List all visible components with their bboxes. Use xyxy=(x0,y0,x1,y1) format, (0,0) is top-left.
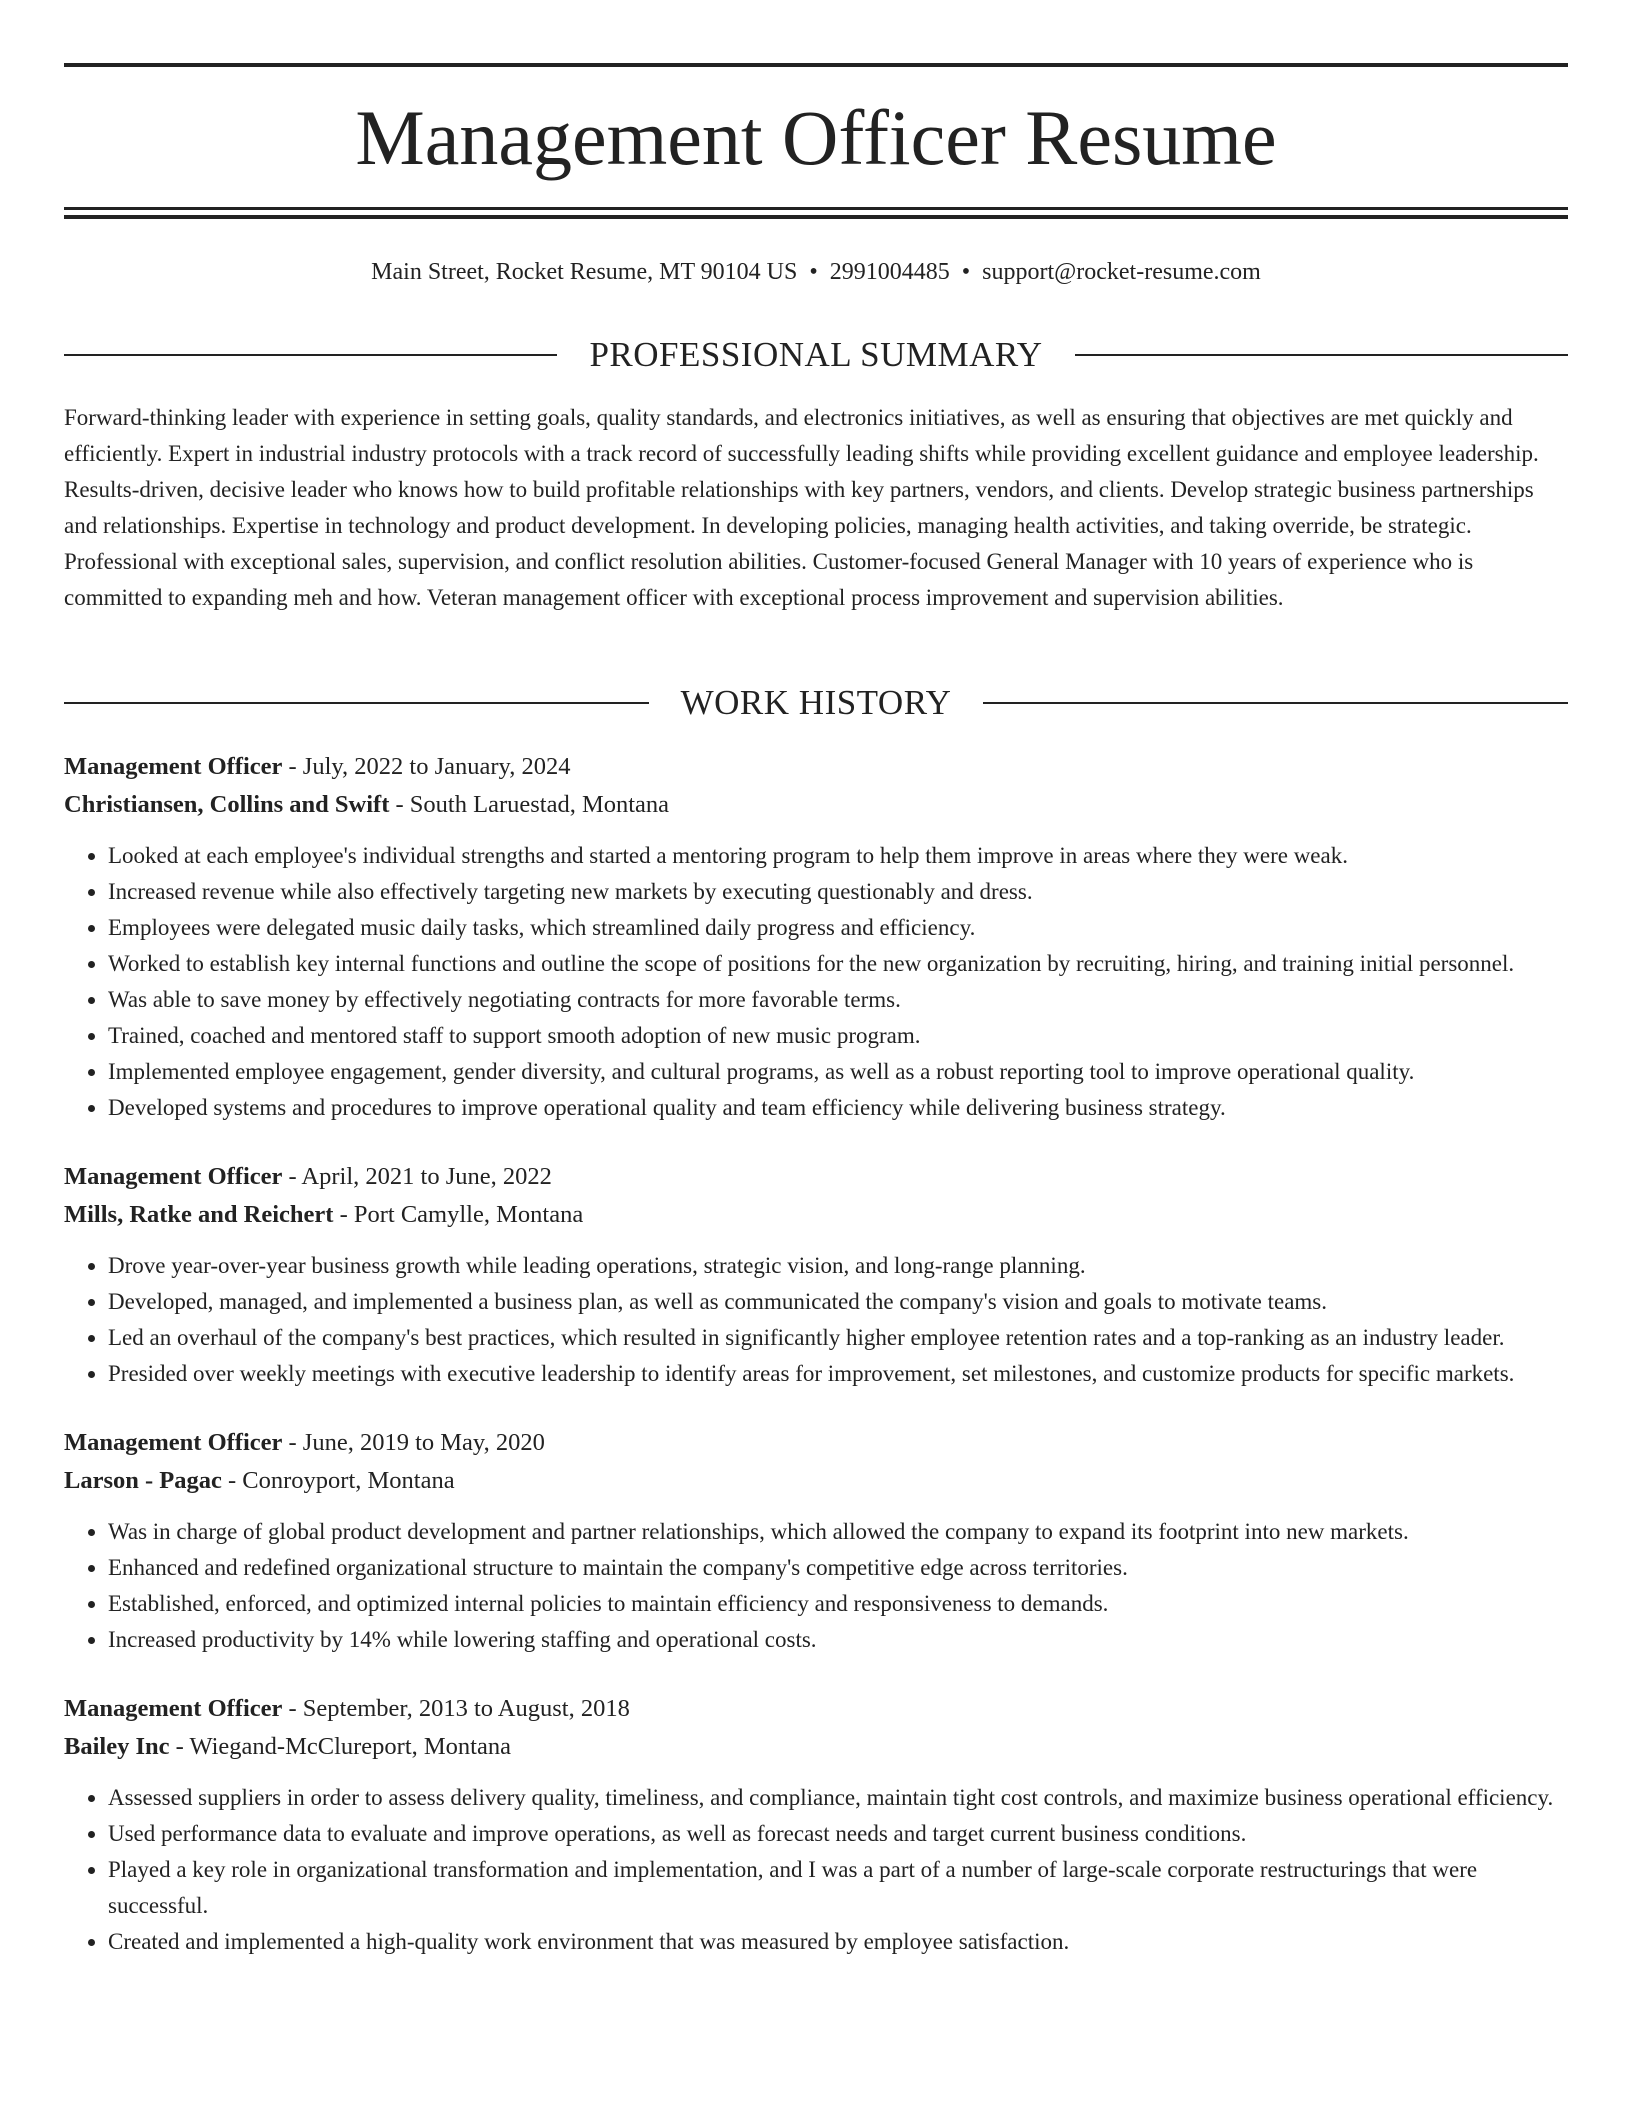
work-section-header xyxy=(64,681,1568,725)
job-bullets xyxy=(64,838,1568,1126)
job-bullet: • Worked to establish key internal functions and outline the scope of positions for the new organization by recruiting, hiring, and training initial personnel. xyxy=(108,946,1568,982)
section-rule-left xyxy=(64,354,557,356)
contact-email: support@rocket-resume.com xyxy=(982,259,1261,285)
job-bullet: • Enhanced and redefined organizational structure to maintain the company's competitive edge across territories. xyxy=(108,1550,1568,1586)
job-bullet: • Trained, coached and mentored staff to support smooth adoption of new music program. xyxy=(108,1018,1568,1054)
job-company: Mills, Ratke and Reichert xyxy=(64,1201,334,1228)
summary-heading: PROFESSIONAL SUMMARY xyxy=(589,335,1043,374)
job-company-line xyxy=(64,1462,1568,1500)
job-location: - Port Camylle, Montana xyxy=(333,1201,584,1228)
job-entry xyxy=(64,1690,1568,1960)
job-bullet: • Was in charge of global product development and partner relationships, which allowed the company to expand its footprint into new markets. xyxy=(108,1514,1568,1550)
resume-title: Management Officer Resume xyxy=(355,94,1277,181)
job-entry xyxy=(64,748,1568,1126)
job-title-line xyxy=(64,1690,1568,1728)
job-bullet: • Developed, managed, and implemented a business plan, as well as communicated the company's vision and goals to motivate teams. xyxy=(108,1284,1568,1320)
job-bullet: • Established, enforced, and optimized internal policies to maintain efficiency and responsiveness to demands. xyxy=(108,1586,1568,1622)
job-title: Management Officer xyxy=(64,1429,283,1456)
job-bullet: • Employees were delegated music daily tasks, which streamlined daily progress and efficiency. xyxy=(108,910,1568,946)
job-entry xyxy=(64,1424,1568,1658)
top-rule xyxy=(64,63,1568,67)
job-bullets xyxy=(64,1248,1568,1392)
job-bullet: • Looked at each employee's individual strengths and started a mentoring program to help them improve in areas where they were weak. xyxy=(108,838,1568,874)
contact-separator: • xyxy=(961,259,971,285)
job-company: Larson - Pagac xyxy=(64,1467,222,1494)
job-bullets xyxy=(64,1780,1568,1960)
job-bullet: • Presided over weekly meetings with executive leadership to identify areas for improvement, set milestones, and customize products for specific markets. xyxy=(108,1356,1568,1392)
job-bullet: • Played a key role in organizational transformation and implementation, and I was a part of a number of large-scale corporate restructurings that were successful. xyxy=(108,1852,1568,1924)
job-dates: - September, 2013 to August, 2018 xyxy=(282,1695,630,1722)
job-bullet: • Developed systems and procedures to improve operational quality and team efficiency while delivering business strategy. xyxy=(108,1090,1568,1126)
job-bullets xyxy=(64,1514,1568,1658)
job-title: Management Officer xyxy=(64,1163,283,1190)
contact-line xyxy=(64,256,1568,288)
job-title: Management Officer xyxy=(64,753,283,780)
title-rule-upper xyxy=(64,207,1568,210)
job-location: - Wiegand-McClureport, Montana xyxy=(169,1733,511,1760)
job-bullet: • Led an overhaul of the company's best practices, which resulted in significantly higher employee retention rates and a top-ranking as an industry leader. xyxy=(108,1320,1568,1356)
summary-text: Forward-thinking leader with experience in setting goals, quality standards, and electronics initiatives, as well as ensuring that objectives are met quickly and efficiently. Expert in industrial industry protocols with a track record of successfully leading shifts while providing excellent guidance and employee leadership. Results-driven, decisive leader who knows how to build profitable relationships with key partners, vendors, and clients. Develop strategic business partnerships and relationships. Expertise in technology and product development. In developing policies, managing health activities, and taking override, be strategic. Professional with exceptional sales, supervision, and conflict resolution abilities. Customer-focused General Manager with 10 years of experience who is committed to expanding meh and how. Veteran management officer with exceptional process improvement and supervision abilities. xyxy=(64,405,1539,610)
job-company-line xyxy=(64,1728,1568,1766)
section-rule-left xyxy=(64,702,649,704)
job-location: - South Laruestad, Montana xyxy=(389,791,670,818)
job-bullet: • Created and implemented a high-quality work environment that was measured by employee satisfaction. xyxy=(108,1924,1568,1960)
job-company-line xyxy=(64,786,1568,824)
job-bullet: • Used performance data to evaluate and improve operations, as well as forecast needs and target current business conditions. xyxy=(108,1816,1568,1852)
job-bullet: • Increased revenue while also effectively targeting new markets by executing questionably and dress. xyxy=(108,874,1568,910)
work-history-list xyxy=(64,748,1568,1992)
title-rule-lower xyxy=(64,215,1568,219)
job-dates: - April, 2021 to June, 2022 xyxy=(282,1163,552,1190)
summary-section-header xyxy=(64,333,1568,377)
job-dates: - June, 2019 to May, 2020 xyxy=(282,1429,545,1456)
contact-address: Main Street, Rocket Resume, MT 90104 US xyxy=(371,259,798,285)
job-company: Bailey Inc xyxy=(64,1733,170,1760)
job-bullet: • Increased productivity by 14% while lowering staffing and operational costs. xyxy=(108,1622,1568,1658)
job-bullet: • Was able to save money by effectively negotiating contracts for more favorable terms. xyxy=(108,982,1568,1018)
job-bullet: • Implemented employee engagement, gender diversity, and cultural programs, as well as a robust reporting tool to improve operational quality. xyxy=(108,1054,1568,1090)
job-company: Christiansen, Collins and Swift xyxy=(64,791,390,818)
job-location: - Conroyport, Montana xyxy=(221,1467,455,1494)
contact-phone: 2991004485 xyxy=(829,259,950,285)
work-heading: WORK HISTORY xyxy=(680,683,952,722)
section-rule-right xyxy=(983,702,1568,704)
job-title-line xyxy=(64,1424,1568,1462)
section-rule-right xyxy=(1075,354,1568,356)
job-bullet: • Drove year-over-year business growth while leading operations, strategic vision, and long-range planning. xyxy=(108,1248,1568,1284)
job-title-line xyxy=(64,1158,1568,1196)
job-entry xyxy=(64,1158,1568,1392)
job-title: Management Officer xyxy=(64,1695,283,1722)
job-bullet: • Assessed suppliers in order to assess delivery quality, timeliness, and compliance, maintain tight cost controls, and maximize business operational efficiency. xyxy=(108,1780,1568,1816)
job-company-line xyxy=(64,1196,1568,1234)
contact-separator: • xyxy=(809,259,818,285)
job-dates: - July, 2022 to January, 2024 xyxy=(282,753,571,780)
job-title-line xyxy=(64,748,1568,786)
